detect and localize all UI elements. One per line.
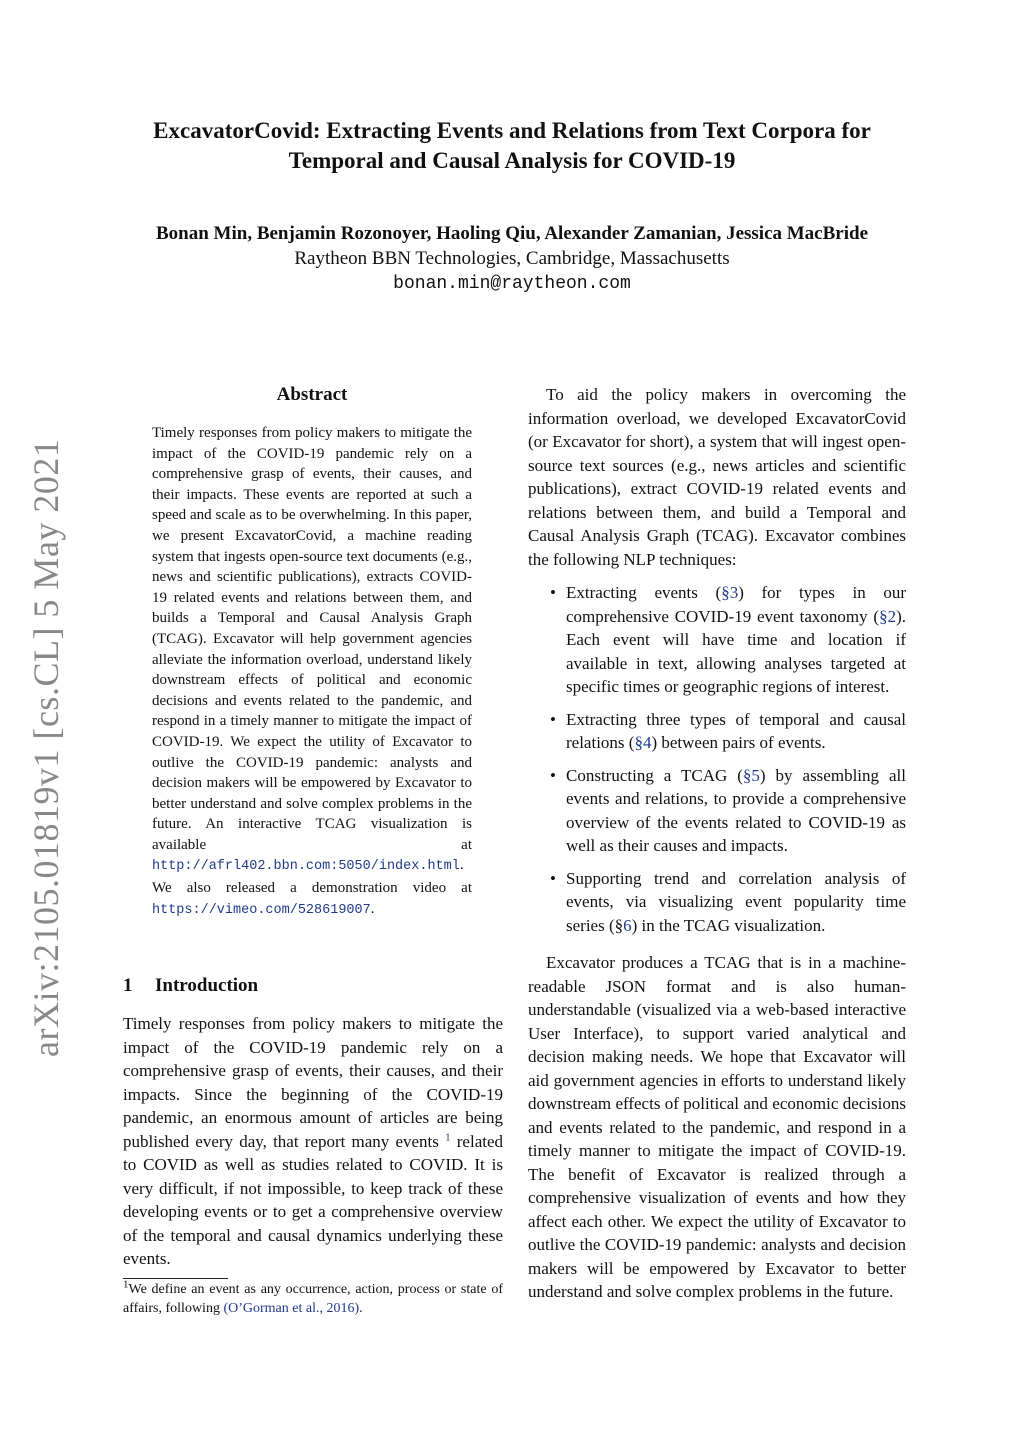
bullet-icon: • [550,765,556,785]
section-ref-link[interactable]: §3 [721,583,739,602]
bullet-icon: • [550,868,556,888]
right-paragraph-1: To aid the policy makers in overcoming the information overload, we developed ExcavatorCovid (or Excavator for short), a system that will ingest open-source text sources (e.g., news articles and scientific publications), extract COVID-19 related events and relations between them, and build a Temporal and Causal Analysis Graph (TCAG). Excavator combines the following NLP techniques: [528,385,906,569]
abstract-text: Timely responses from policy makers to mitigate the impact of the COVID-19 pandemic rely on a comprehensive grasp of events, their causes, and their impacts. These events are reported at such a speed and scale as to be overwhelming. In this paper, we present ExcavatorCovid, a machine reading system that ingests open-source text documents (e.g., news and scientific publications), extracts COVID-19 related events and relations between them, and builds a Temporal and Causal Analysis Graph (TCAG). Excavator will help government agencies alleviate the information overload, understand likely downstream effects of political and economic decisions and events related to the pandemic, and respond in a timely manner to mitigate the impact of COVID-19. We expect the utility of Excavator to outlive the COVID-19 pandemic: analysts and decision makers will be empowered by Excavator to better understand and solve complex problems in the future. An interactive TCAG visualization is available at [152,425,472,853]
list-item [528,581,906,699]
title-line-1: ExcavatorCovid: Extracting Events and Relations from Text Corpora for [153,118,871,143]
item-text: ). Each event will have time and location if available in text, allowing analyses targeted at specific times or geographic regions of interest. [566,606,906,696]
section-ref-link[interactable]: §5 [742,765,760,785]
affiliation: Raytheon BBN Technologies, Cambridge, Massachusetts [294,248,730,269]
section-number: 1 [123,975,133,996]
section-ref-link[interactable]: §4 [634,733,652,752]
arxiv-identifier: arXiv:2105.01819v1 [cs.CL] 5 May 2021 [26,438,66,1057]
list-item [528,764,906,858]
paper-title [100,116,924,176]
item-text: ) in the TCAG visualization. [631,915,826,935]
right-column [528,383,906,1304]
abstract-heading: Abstract [276,384,348,405]
section-heading-introduction [123,973,503,999]
footnote [123,1280,503,1318]
footnote-citation-link[interactable]: (O’Gorman et al., 2016) [223,1301,360,1316]
list-item [528,708,906,755]
author-email: bonan.min@raytheon.com [393,274,631,294]
section-ref-link[interactable]: §2 [879,606,897,626]
item-text: Extracting three types of temporal and causal relations ( [566,709,906,752]
footnote-rule [123,1278,228,1279]
video-url-link[interactable]: https://vimeo.com/528619007 [152,902,371,918]
footnote-number: 1 [123,1278,129,1291]
technique-list [528,581,906,937]
bullet-icon: • [550,709,556,729]
section-ref-link[interactable]: 6 [623,915,632,935]
item-text: ) between pairs of events. [651,733,826,752]
right-paragraph-2: Excavator produces a TCAG that is in a machine-readable JSON format and is also human-understandable (visualized via a web-based interactive User Interface), to support varied analytical and decision making needs. We hope that Excavator will aid government agencies in efforts to understand likely downstream effects of political and economic decisions and events related to the pandemic, and respond in a timely manner to mitigate the impact of COVID-19. The benefit of Excavator is realized through a comprehensive visualization of events and how they affect each other. We expect the utility of Excavator to outlive the COVID-19 pandemic: analysts and decision makers will be empowered by Excavator to better understand and solve complex problems in the future. [528,953,906,1301]
section-title: Introduction [155,975,259,996]
title-line-2: Temporal and Causal Analysis for COVID-19 [288,148,736,173]
item-text: Constructing a TCAG ( [566,765,743,785]
item-text: Extracting events ( [566,583,722,602]
introduction-paragraph [123,1012,503,1271]
intro-text-part1: Timely responses from policy makers to mitigate the impact of the COVID-19 pandemic rely on a comprehensive grasp of events, their causes, and their impacts. Since the beginning of the COVID-19 pandemic, an enormous amount of articles are being published every day, that report many events [123,1014,503,1151]
demo-url-link[interactable]: http://afrl402.bbn.com:5050/index.html [152,859,460,875]
footnote-end: . [359,1301,363,1316]
bullet-icon: • [550,583,556,602]
item-text: ) for types in our comprehensive COVID-19 event taxonomy ( [566,583,906,626]
abstract-body [152,423,472,921]
item-text: ) by assembling all events and relations, to provide a comprehensive overview of the events related to COVID-19 as well as their causes and impacts. [566,765,906,855]
footnote-text: We define an event as any occurrence, action, process or state of affairs, following [123,1282,503,1316]
list-item [528,867,906,938]
author-list: Bonan Min, Benjamin Rozonoyer, Haoling Qiu, Alexander Zamanian, Jessica MacBride [155,223,869,244]
abstract-mid-text: . We also released a demonstration video at [152,857,472,897]
intro-text-part2: related to COVID as well as studies related to COVID. It is very difficult, if not impossible, to keep track of these developing events or to get a comprehensive overview of the temporal and causal dynamics underlying these events. [123,1131,504,1268]
footnote-marker-link[interactable]: 1 [445,1130,451,1143]
item-text: Supporting trend and correlation analysis of events, via visualizing event popularity time series (§ [566,868,906,935]
abstract-end: . [370,900,375,917]
